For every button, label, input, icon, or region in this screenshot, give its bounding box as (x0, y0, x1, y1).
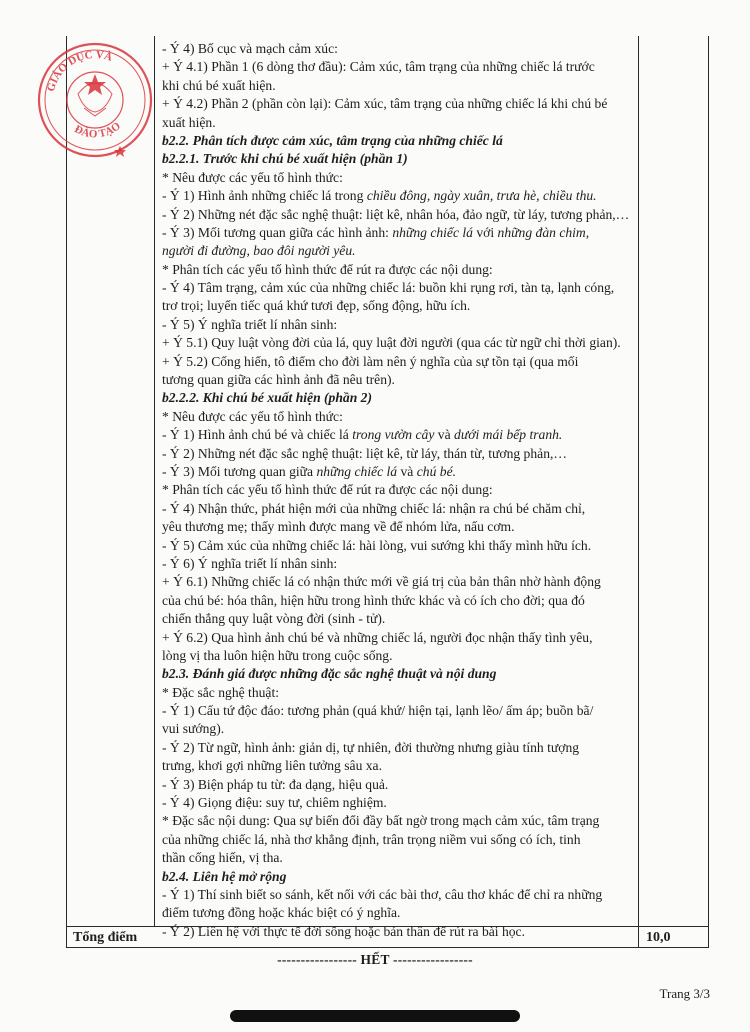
content-text: - Ý 1) Cấu tứ độc đáo: tương phản (quá khứ/ hiện tại, lạnh lẽo/ ấm áp; buồn bã/ (162, 703, 594, 719)
content-text: yêu thương mẹ; thấy mình được mang về để nhóm lửa, nấu cơm. (162, 519, 515, 535)
content-text: tương quan giữa các hình ảnh đã nêu trên). (162, 372, 395, 388)
content-line (162, 169, 632, 187)
table-col-divider-1 (154, 36, 155, 926)
content-line (162, 592, 632, 610)
content-text: - Ý 3) Mối tương quan giữa (162, 463, 317, 479)
content-text: * Nêu được các yếu tố hình thức: (162, 408, 343, 424)
content-text: * Phân tích các yếu tố hình thức để rút ra được các nội dung: (162, 482, 493, 498)
content-line (162, 242, 632, 260)
content-line (162, 150, 632, 168)
content-line (162, 776, 632, 794)
content-text: + Ý 6.2) Qua hình ảnh chú bé và những chiếc lá, người đọc nhận thấy tình yêu, (162, 629, 593, 645)
content-line (162, 132, 632, 150)
content-text: - Ý 6) Ý nghĩa triết lí nhân sinh: (162, 555, 338, 571)
content-line (162, 389, 632, 407)
content-text: chiến thắng quy luật vòng đời (sinh - tử). (162, 611, 386, 627)
content-text: của những chiếc lá, nhà thơ khẳng định, trân trọng niềm vui sống có ích, tinh (162, 831, 581, 847)
content-text: * Đặc sắc nghệ thuật: (162, 684, 280, 700)
content-text: - Ý 2) Liên hệ với thực tế đời sống hoặc bản thân để rút ra bài học. (162, 923, 525, 939)
content-line (162, 187, 632, 205)
content-line (162, 831, 632, 849)
content-line (162, 353, 632, 371)
content-text: + Ý 4.1) Phần 1 (6 dòng thơ đầu): Cảm xúc, tâm trạng của những chiếc lá trước (162, 59, 595, 75)
content-line (162, 849, 632, 867)
content-line (162, 316, 632, 334)
content-line (162, 629, 632, 647)
content-text: b2.4. Liên hệ mở rộng (162, 868, 287, 884)
content-text: vui sướng). (162, 721, 225, 737)
content-line (162, 334, 632, 352)
content-line (162, 702, 632, 720)
content-text: - Ý 2) Những nét đặc sắc nghệ thuật: liệt kê, nhân hóa, đảo ngữ, từ láy, tương phản,… (162, 206, 630, 222)
content-text: b2.2. Phân tích được cảm xúc, tâm trạng của những chiếc lá (162, 132, 503, 148)
content-line (162, 573, 632, 591)
content-text: người đi đường, bao đôi người yêu. (162, 243, 356, 259)
table-bottom-border (66, 947, 709, 948)
content-text: + Ý 5.2) Cống hiến, tô điểm cho đời làm nên ý nghĩa của sự tồn tại (qua mối (162, 353, 579, 369)
content-line (162, 481, 632, 499)
content-text: b2.3. Đánh giá được những đặc sắc nghệ thuật và nội dung (162, 666, 497, 682)
total-score-value: 10,0 (646, 930, 671, 945)
content-text: b2.2.1. Trước khi chú bé xuất hiện (phần 1) (162, 151, 408, 167)
content-text: - Ý 2) Những nét đặc sắc nghệ thuật: liệt kê, từ láy, thán từ, tương phản,… (162, 445, 567, 461)
content-text: - Ý 4) Giọng điệu: suy tư, chiêm nghiệm. (162, 795, 387, 811)
content-line (162, 40, 632, 58)
content-line (162, 684, 632, 702)
content-line (162, 757, 632, 775)
content-text: b2.2.2. Khi chú bé xuất hiện (phần 2) (162, 390, 372, 406)
content-text: - Ý 3) Biện pháp tu từ: đa dạng, hiệu quả. (162, 776, 389, 792)
content-line (162, 868, 632, 886)
content-text: - Ý 5) Cảm xúc của những chiếc lá: hài lòng, vui sướng khi thấy mình hữu ích. (162, 537, 592, 553)
content-line (162, 426, 632, 444)
content-text: điểm tương đồng hoặc khác biệt có ý nghĩa. (162, 905, 401, 921)
content-line (162, 665, 632, 683)
content-line (162, 923, 632, 941)
content-line (162, 279, 632, 297)
content-text: lòng vị tha luôn hiện hữu trong cuộc sống. (162, 647, 393, 663)
stamp-top-text: GIÁO DỤC VÀ (44, 48, 114, 93)
content-text: trơ trọi; luyến tiếc quá khứ tươi đẹp, sống động, hữu ích. (162, 298, 471, 314)
content-line (162, 794, 632, 812)
content-line (162, 224, 632, 242)
content-line (162, 812, 632, 830)
svg-text:ĐÀO TẠO (72, 120, 123, 141)
content-line (162, 518, 632, 536)
content-line (162, 114, 632, 132)
content-line (162, 904, 632, 922)
content-line (162, 371, 632, 389)
content-line (162, 58, 632, 76)
content-text: * Nêu được các yếu tố hình thức: (162, 169, 343, 185)
content-line (162, 886, 632, 904)
content-line (162, 739, 632, 757)
content-text: - Ý 4) Bố cục và mạch cảm xúc: (162, 41, 338, 56)
content-text: * Đặc sắc nội dung: Qua sự biến đổi đầy bất ngờ trong mạch cảm xúc, tâm trạng (162, 813, 600, 829)
content-line (162, 555, 632, 573)
table-right-border (708, 36, 709, 948)
content-text: trưng, khơi gợi những liên tưởng sâu xa. (162, 758, 382, 774)
content-line (162, 95, 632, 113)
content-text: - Ý 4) Nhận thức, phát hiện mới của những chiếc lá: nhận ra chú bé chăm chỉ, (162, 500, 586, 516)
content-text: - Ý 1) Hình ảnh chú bé và chiếc lá (162, 427, 353, 443)
content-line (162, 647, 632, 665)
content-text: - Ý 2) Từ ngữ, hình ảnh: giản dị, tự nhiên, đời thường nhưng giàu tính tượng (162, 739, 580, 755)
content-text: - Ý 1) Hình ảnh những chiếc lá trong (162, 188, 367, 204)
table-left-border (66, 36, 67, 948)
total-score-label: Tổng điểm (73, 930, 138, 945)
content-text: chiều đông, ngày xuân, trưa hè, chiều thu. (366, 188, 597, 204)
content-line (162, 261, 632, 279)
content-text: + Ý 6.1) Những chiếc lá có nhận thức mới về giá trị của bản thân nhờ hành động (162, 574, 601, 590)
content-text: và (434, 427, 455, 443)
content-line (162, 297, 632, 315)
content-text: thần cống hiến, vị tha. (162, 850, 283, 866)
content-text: và (397, 463, 417, 479)
content-line (162, 500, 632, 518)
content-text: + Ý 4.2) Phần 2 (phần còn lại): Cảm xúc, tâm trạng của những chiếc lá khi chú bé (162, 96, 608, 112)
end-marker: ----------------- HẾT ----------------- (277, 952, 473, 967)
content-text: - Ý 1) Thí sinh biết so sánh, kết nối với các bài thơ, câu thơ khác để chỉ ra những (162, 886, 603, 902)
content-text: - Ý 4) Tâm trạng, cảm xúc của những chiếc lá: buồn khi rụng rơi, tàn tạ, lạnh cóng, (162, 280, 615, 296)
content-text: của chú bé: hóa thân, hiện hữu trong hình thức khác và có ích cho đời; qua đó (162, 592, 585, 608)
content-text: dưới mái bếp tranh. (454, 427, 563, 443)
scroll-indicator-bar (230, 1010, 520, 1022)
content-text: trong vườn cây (352, 427, 435, 443)
content-line (162, 537, 632, 555)
content-line (162, 77, 632, 95)
table-col-divider-2 (638, 36, 639, 948)
content-line (162, 610, 632, 628)
stamp-bottom-text: ĐÀO TẠO (72, 120, 123, 141)
content-line (162, 463, 632, 481)
content-text: những chiếc lá (316, 463, 398, 479)
content-line (162, 445, 632, 463)
content-text: những chiếc lá (392, 224, 473, 240)
content-text: + Ý 5.1) Quy luật vòng đời của lá, quy luật đời người (qua các từ ngữ chỉ thời gian). (162, 335, 621, 351)
content-line (162, 206, 632, 224)
content-text: với (472, 224, 498, 240)
content-line (162, 720, 632, 738)
content-text: - Ý 3) Mối tương quan giữa các hình ảnh: (162, 224, 393, 240)
content-text: những đàn chim, (497, 224, 590, 240)
svg-text:GIÁO DỤC VÀ (45, 49, 114, 93)
content-line (162, 408, 632, 426)
content-text: khi chú bé xuất hiện. (162, 77, 276, 93)
content-text: * Phân tích các yếu tố hình thức để rút ra được các nội dung: (162, 261, 493, 277)
answer-content (162, 40, 632, 941)
page-number: Trang 3/3 (659, 986, 710, 1001)
official-stamp-seal (28, 28, 158, 168)
content-text: chú bé. (416, 463, 457, 479)
content-text: xuất hiện. (162, 114, 216, 130)
content-text: - Ý 5) Ý nghĩa triết lí nhân sinh: (162, 316, 338, 332)
